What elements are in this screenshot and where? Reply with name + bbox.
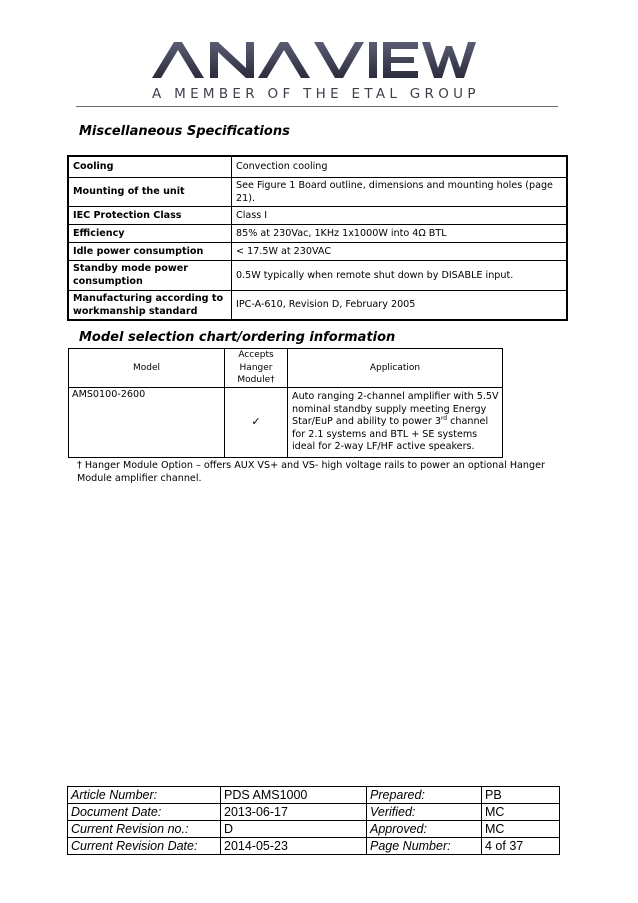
superscript-rd: rd [440,415,448,423]
column-header-accepts-hanger: Accepts Hanger Module† [225,349,288,388]
approved-label: Approved: [367,821,482,838]
table-row [68,260,567,290]
article-number-label: Article Number: [68,787,221,804]
table-row [68,224,567,242]
verified-value: MC [482,804,560,821]
table-row [68,156,567,177]
header-divider [76,106,558,107]
spec-key: IEC Protection Class [68,206,232,224]
model-selection-title: Model selection chart/ordering information [79,330,396,345]
prepared-label: Prepared: [367,787,482,804]
model-selection-table [68,348,503,458]
spec-value: IPC-A-610, Revision D, February 2005 [232,290,568,320]
revision-date-label: Current Revision Date: [68,838,221,855]
table-row [68,787,560,804]
application-text-cont: channel for 2.1 systems and BTL + SE systems ideal for 2-way LF/HF active speakers. [292,416,489,453]
tagline: A MEMBER OF THE ETAL GROUP [152,86,480,102]
article-number-value: PDS AMS1000 [221,787,367,804]
spec-value: Convection cooling [232,156,568,177]
application-text: Auto ranging 2-channel amplifier with 5.5V nominal standby supply meeting Energy Star/EuP and ability to power 3 [292,391,499,428]
document-date-value: 2013-06-17 [221,804,367,821]
misc-specs-title: Miscellaneous Specifications [79,124,290,139]
model-cell: AMS0100-2600 [69,388,225,458]
table-row [68,177,567,206]
document-info-table [67,786,560,855]
checkmark-icon: ✓ [225,388,288,458]
prepared-value: PB [482,787,560,804]
table-row [68,821,560,838]
hanger-footnote: † Hanger Module Option – offers AUX VS+ and VS- high voltage rails to power an optional Hanger Module amplifier channel. [77,460,545,484]
spec-value: 85% at 230Vac, 1KHz 1x1000W into 4Ω BTL [232,224,568,242]
spec-value: Class I [232,206,568,224]
table-row [68,290,567,320]
spec-value: < 17.5W at 230VAC [232,242,568,260]
approved-value: MC [482,821,560,838]
misc-specs-table [67,155,568,321]
spec-key: Idle power consumption [68,242,232,260]
application-cell [288,388,503,458]
spec-key: Efficiency [68,224,232,242]
spec-value: 0.5W typically when remote shut down by DISABLE input. [232,260,568,290]
column-header-application: Application [288,349,503,388]
current-revision-value: D [221,821,367,838]
revision-date-value: 2014-05-23 [221,838,367,855]
verified-label: Verified: [367,804,482,821]
table-row [68,206,567,224]
spec-key: Mounting of the unit [68,177,232,206]
table-header-row [69,349,503,388]
page-number-label: Page Number: [367,838,482,855]
current-revision-label: Current Revision no.: [68,821,221,838]
column-header-model: Model [69,349,225,388]
page-number-value: 4 of 37 [482,838,560,855]
spec-value: See Figure 1 Board outline, dimensions and mounting holes (page 21). [232,177,568,206]
table-row [68,838,560,855]
spec-key: Cooling [68,156,232,177]
anaview-logo-graphic [150,34,480,86]
spec-key: Standby mode power consumption [68,260,232,290]
document-date-label: Document Date: [68,804,221,821]
spec-key: Manufacturing according to workmanship standard [68,290,232,320]
table-row [69,388,503,458]
table-row [68,242,567,260]
table-row [68,804,560,821]
